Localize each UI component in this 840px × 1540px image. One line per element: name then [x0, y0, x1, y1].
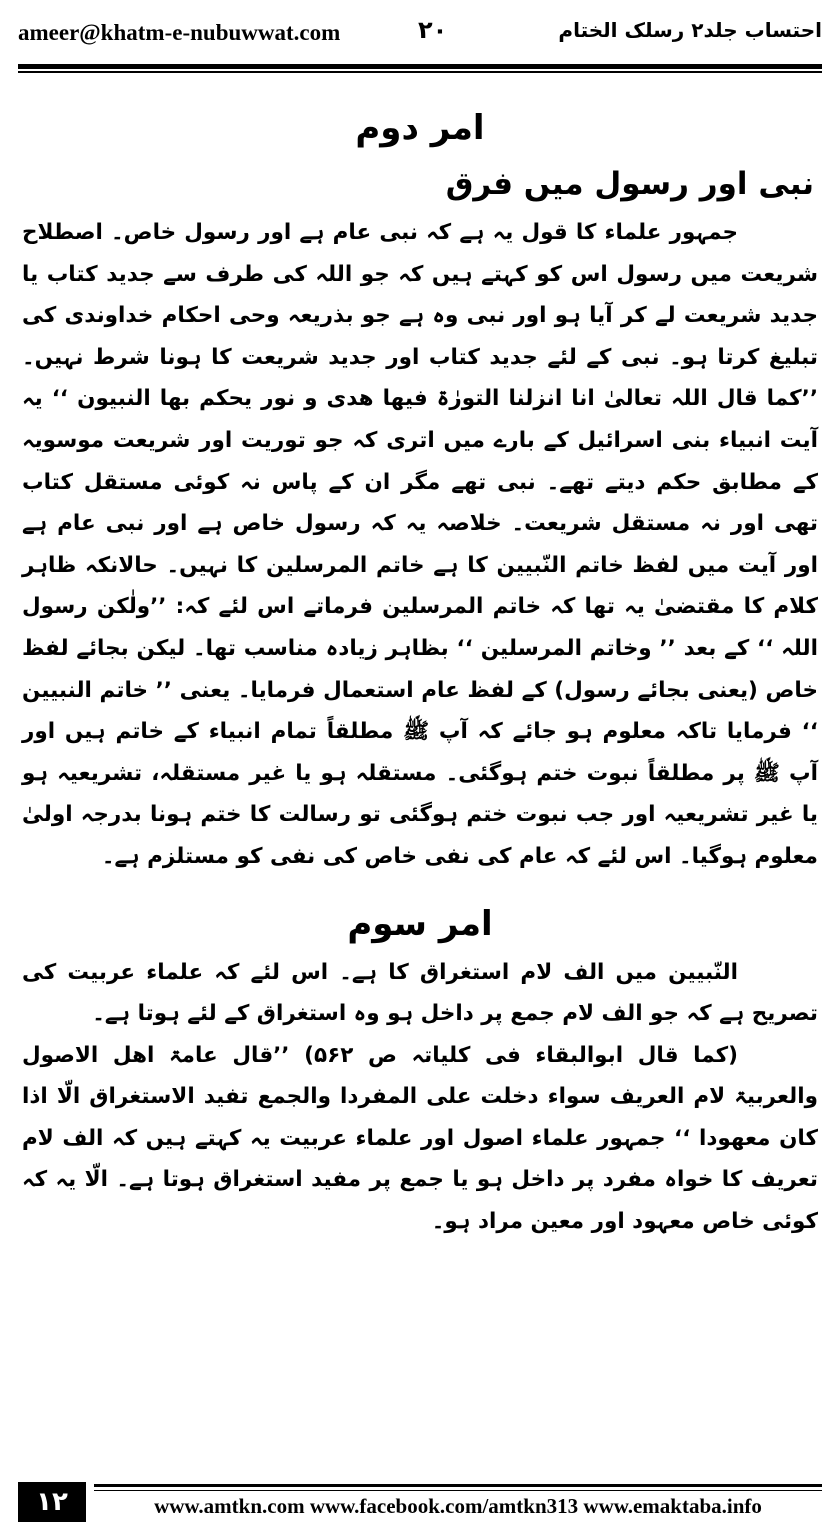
- paragraph-2: النّبیین میں الف لام استغراق کا ہے۔ اس لئے کہ علماء عربیت کی تصریح ہے کہ جو الف لام جمع پر داخل ہو وہ استغراق کے لئے ہوتا ہے۔: [22, 959, 818, 1027]
- header-rule-thin: [18, 71, 822, 73]
- heading-nabi-rasool: نبی اور رسول میں فرق: [445, 166, 814, 202]
- page-body: [22, 100, 818, 1243]
- spacer: [22, 878, 818, 896]
- footer-page-number: ۱۲: [18, 1482, 86, 1522]
- paragraph-3: (کما قال ابوالبقاء فی کلیاتہ ص ۵۶۲) ’’قال عامۃ اھل الاصول والعربیۃ لام العریف سواء دخلت علی المفردا والجمع تفید الاستغراق الّا اذا کان معھودا ‘‘ جمہور علماء اصول اور علماء عربیت یہ کہتے ہیں کہ الف لام تعریف کا خواہ مفرد پر داخل ہو یا جمع پر مفید استغراق ہوتا ہے۔ الّا یہ کہ کوئی خاص معہود اور معین مراد ہو۔: [22, 1042, 818, 1235]
- header-book-title: احتساب جلد۲ رسلک الختام: [558, 18, 822, 42]
- footer-links: www.amtkn.com www.facebook.com/amtkn313 www.emaktaba.info: [154, 1494, 762, 1518]
- paragraph-1: جمہور علماء کا قول یہ ہے کہ نبی عام ہے اور رسول خاص۔ اصطلاح شریعت میں رسول اس کو کہتے ہیں کہ جو اللہ کی طرف سے جدید کتاب یا جدید شریعت لے کر آیا ہو اور نبی وہ ہے جو بذریعہ وحی احکام خداوندی کی تبلیغ کرتا ہو۔ نبی کے لئے جدید کتاب اور جدید شریعت کا ہونا شرط نہیں۔ ’’کما قال اللہ تعالیٰ انا انزلنا التورٰۃ فیھا ھدی و نور یحکم بھا النبیون ‘‘ یہ آیت انبیاء بنی اسرائیل کے بارے میں اتری کہ جو توریت اور شریعت موسویہ کے مطابق حکم دیتے تھے۔ نبی تھے مگر ان کے پاس نہ کوئی مستقل کتاب تھی اور نہ مستقل شریعت۔ خلاصہ یہ کہ رسول خاص ہے اور نبی عام ہے اور آیت میں لفظ خاتم النّبیین کا ہے خاتم المرسلین کا نہیں۔ حالانکہ ظاہر کلام کا مقتضیٰ یہ تھا کہ خاتم المرسلین فرماتے اس لئے کہ: ’’ولٰکن رسول اللہ ‘‘ کے بعد ’’ وخاتم المرسلین ‘‘ بظاہر زیادہ مناسب تھا۔ لیکن بجائے لفظ خاص (یعنی بجائے رسول) کے لفظ عام استعمال فرمایا۔ یعنی ’’ خاتم النبیین ‘‘ فرمایا تاکہ معلوم ہو جائے کہ آپ ﷺ مطلقاً تمام انبیاء کے خاتم ہیں اور آپ ﷺ پر مطلقاً نبوت ختم ہوگئی۔ مستقلہ ہو یا غیر مستقلہ، تشریعیہ ہو یا غیر تشریعیہ اور جب نبوت ختم ہوگئی تو رسالت کا ختم ہونا بدرجہ اولیٰ معلوم ہوگیا۔ اس لئے کہ عام کی نفی خاص کی نفی کو مستلزم ہے۔: [22, 220, 818, 869]
- section-title-amr-soam: امر سوم: [347, 903, 493, 944]
- header-email: ameer@khatm-e-nubuwwat.com: [18, 20, 341, 45]
- section-title-amr-doam: امر دوم: [355, 108, 485, 148]
- footer-rule: [94, 1484, 822, 1487]
- footer-rule-thin: [94, 1490, 822, 1491]
- header-page-number: ۲۰: [418, 16, 448, 44]
- page-header: [18, 16, 822, 58]
- header-rule: [18, 64, 822, 69]
